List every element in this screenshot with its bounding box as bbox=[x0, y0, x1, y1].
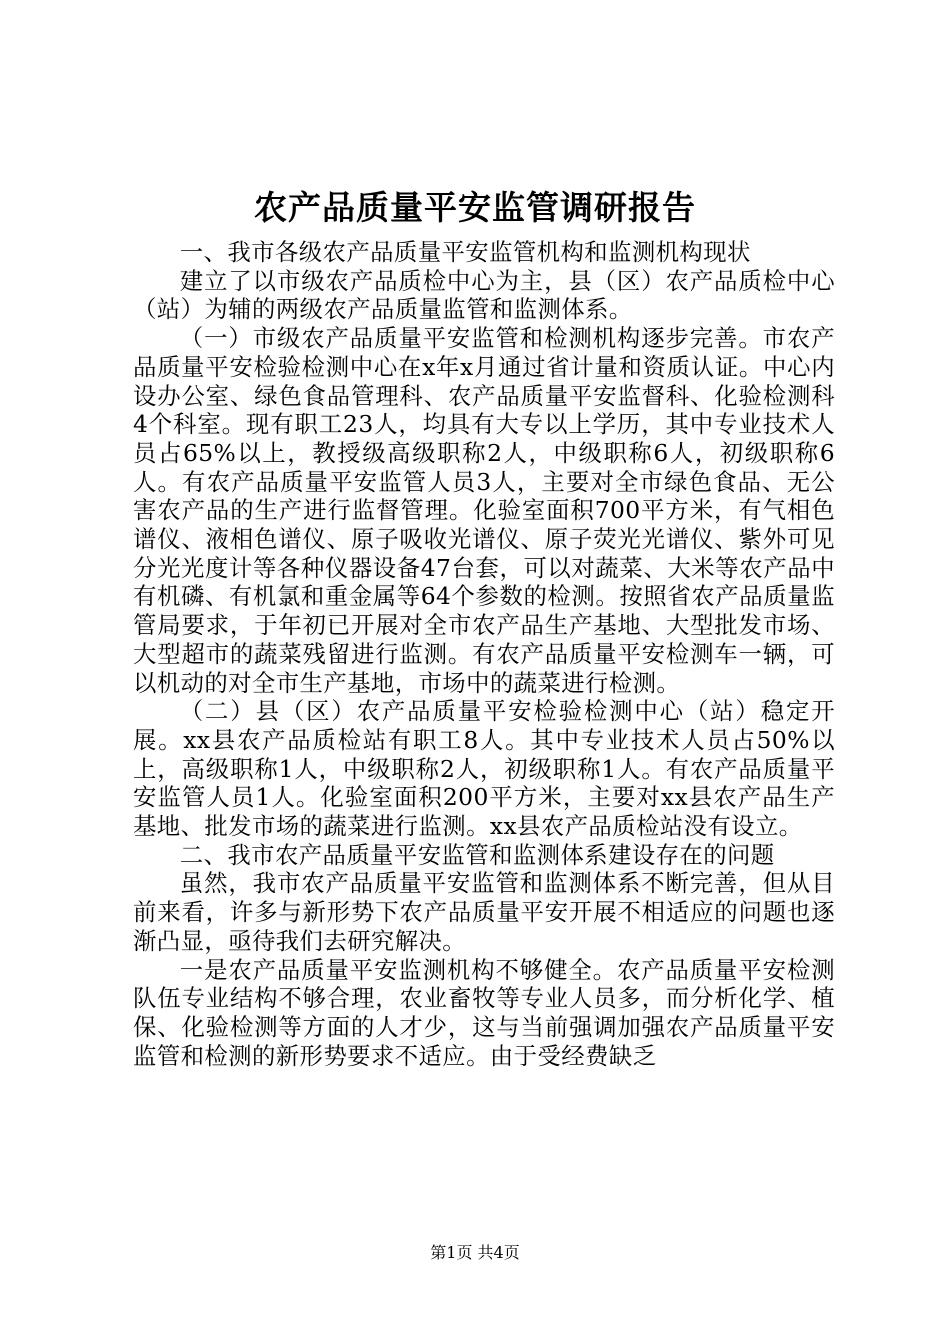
page-number-footer: 第1页 共4页 bbox=[430, 1243, 520, 1262]
section-heading-1: 一、我市各级农产品质量平安监管机构和监测机构现状 bbox=[179, 238, 751, 266]
paragraph: 虽然，我市农产品质量平安监管和监测体系不断完善，但从目前来看，许多与新形势下农产品质量平安开展不相适应的问题也逐渐凸显，亟待我们去研究解决。 bbox=[133, 869, 835, 955]
section-heading-2: 二、我市农产品质量平安监管和监测体系建设存在的问题 bbox=[179, 840, 775, 869]
paragraph: （一）市级农产品质量平安监管和检测机构逐步完善。市农产品质量平安检验检测中心在x年x月通过省计量和资质认证。中心内设办公室、绿色食品管理科、农产品质量平安监督科、化验检测科4个科室。现有职工23人，均具有大专以上学历，其中专业技术人员占65%以上，教授级高级职称2人，中级职称6人，初级职称6人。有农产品质量平安监管人员3人，主要对全市绿色食品、无公害农产品的生产进行监督管理。化验室面积700平方米，有气相色谱仪、液相色谱仪、原子吸收光谱仪、原子荧光光谱仪、紫外可见分光光度计等各种仪器设备47台套，可以对蔬菜、大米等农产品中有机磷、有机氯和重金属等64个参数的检测。按照省农产品质量监管局要求，于年初已开展对全市农产品生产基地、大型批发市场、大型超市的蔬菜残留进行监测。有农产品质量平安检测车一辆，可以机动的对全市生产基地，市场中的蔬菜进行检测。 bbox=[133, 324, 835, 697]
paragraph: 一是农产品质量平安监测机构不够健全。农产品质量平安检测队伍专业结构不够合理，农业畜牧等专业人员多，而分析化学、植保、化验检测等方面的人才少，这与当前强调加强农产品质量平安监管和检测的新形势要求不适应。由于受经费缺乏 bbox=[133, 955, 835, 1070]
document-title: 农产品质量平安监管调研报告 bbox=[254, 188, 696, 227]
document-body bbox=[133, 238, 835, 1070]
paragraph: （二）县（区）农产品质量平安检验检测中心（站）稳定开展。xx县农产品质检站有职工8人。其中专业技术人员占50%以上，高级职称1人，中级职称2人，初级职称1人。有农产品质量平安监管人员1人。化验室面积200平方米，主要对xx县农产品生产基地、批发市场的蔬菜进行监测。xx县农产品质检站没有设立。 bbox=[133, 697, 835, 841]
paragraph: 建立了以市级农产品质检中心为主，县（区）农产品质检中心（站）为辅的两级农产品质量监管和监测体系。 bbox=[133, 266, 835, 324]
